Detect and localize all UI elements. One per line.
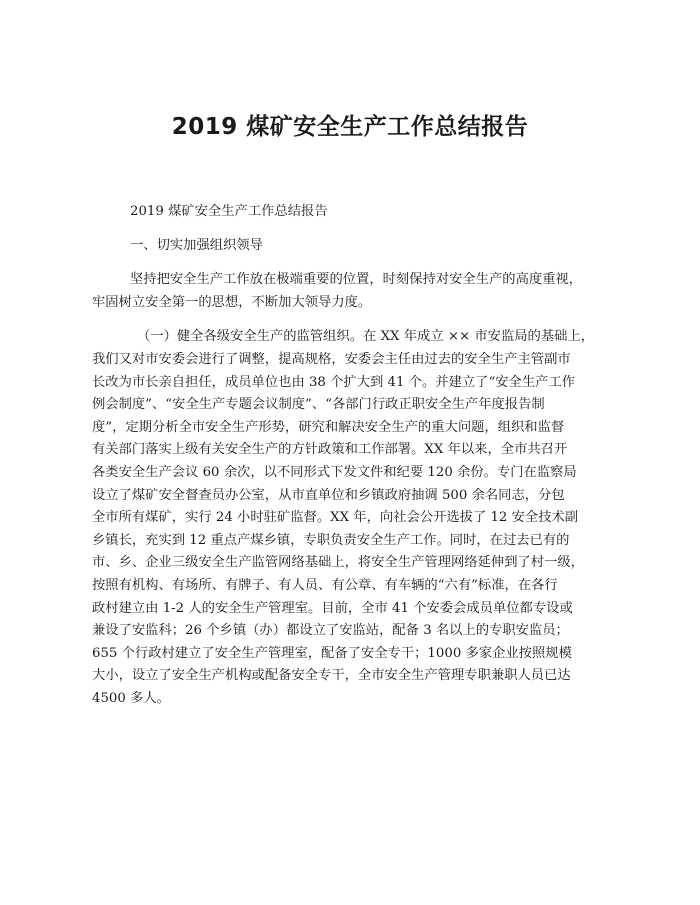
paragraph-line: 市、乡、企业三级安全生产监管网络基础上，将安全生产管理网络延伸到了村一级， — [92, 555, 584, 571]
paragraph-line: 设立了煤矿安全督查员办公室，从市直单位和乡镇政府抽调 500 余名同志，分包 — [92, 487, 565, 503]
paragraph-line: 长改为市长亲自担任，成员单位也由 38 个扩大到 41 个。并建立了“安全生产工作 — [92, 374, 576, 390]
document-title: 2019 煤矿安全生产工作总结报告 — [171, 114, 529, 140]
subtitle-line: 2019 煤矿安全生产工作总结报告 — [130, 204, 328, 219]
paragraph-line: 有关部门落实上级有关安全生产的方针政策和工作部署。XX 年以来，全市共召开 — [92, 442, 568, 458]
paragraph-line: 牢固树立安全第一的思想，不断加大领导力度。 — [92, 294, 372, 310]
paragraph-line: 各类安全生产会议 60 余次，以不同形式下发文件和纪要 120 余份。专门在监察局 — [92, 464, 577, 480]
paragraph-1 — [92, 269, 612, 314]
paragraph-line: 我们又对市安委会进行了调整，提高规格，安委会主任由过去的安全生产主管副市 — [92, 351, 571, 367]
paragraph-line: 兼设了安监科；26 个乡镇（办）都设立了安监站，配备 3 名以上的专职安监员； — [92, 623, 569, 639]
paragraph-line: 政村建立由 1-2 人的安全生产管理室。目前，全市 41 个安委会成员单位都专设或 — [92, 600, 573, 616]
document-body — [92, 201, 612, 710]
section-heading: 一、切实加强组织领导 — [130, 237, 263, 253]
paragraph-line: 度”，定期分析全市安全生产形势，研究和解决安全生产的重大问题，组织和监督 — [92, 419, 565, 435]
paragraph-line: 乡镇长，充实到 12 重点产煤乡镇，专职负责安全生产工作。同时，在过去已有的 — [92, 532, 570, 548]
paragraph-line: 4500 多人。 — [92, 690, 170, 706]
paragraph-line: 655 个行政村建立了安全生产管理室，配备了安全专干；1000 多家企业按照规模 — [92, 645, 572, 661]
paragraph-line: （一）健全各级安全生产的监管组织。在 XX 年成立 ×× 市安监局的基础上， — [137, 329, 595, 345]
paragraph-2 — [92, 326, 612, 710]
paragraph-line: 坚持把安全生产工作放在极端重要的位置，时刻保持对安全生产的高度重视， — [130, 272, 583, 288]
paragraph-line: 例会制度”、“安全生产专题会议制度”、“各部门行政正职安全生产年度报告制 — [92, 397, 545, 413]
paragraph-line: 全市所有煤矿，实行 24 小时驻矿监督。XX 年，向社会公开选拔了 12 安全技术副 — [92, 510, 579, 526]
paragraph-line: 大小，设立了安全生产机构或配备安全专干，全市安全生产管理专职兼职人员已达 — [92, 668, 571, 684]
paragraph-line: 按照有机构、有场所、有牌子、有人员、有公章、有车辆的“六有”标准，在各行 — [92, 577, 558, 593]
